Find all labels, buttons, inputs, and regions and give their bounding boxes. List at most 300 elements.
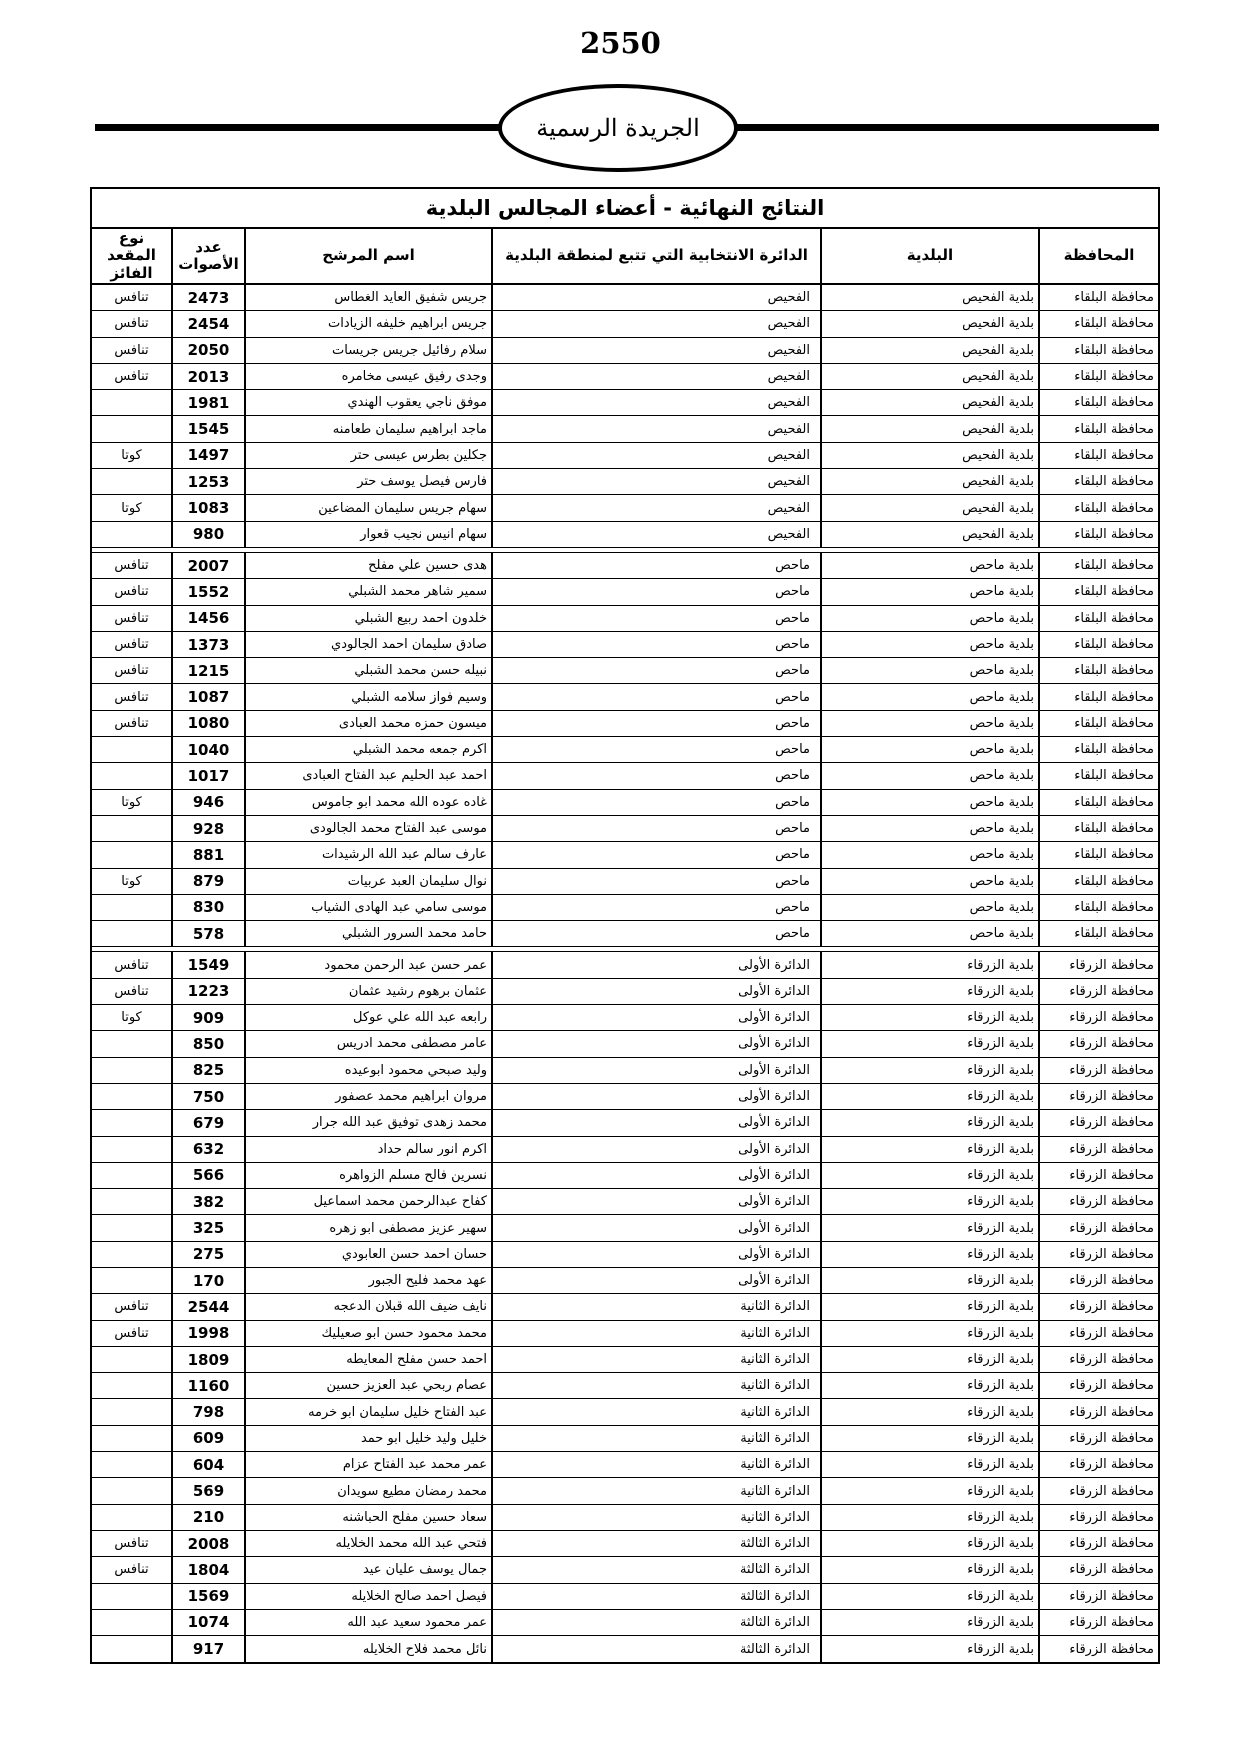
cell-candidate: كفاح عبدالرحمن محمد اسماعيل [244,1189,491,1214]
cell-seat-type [92,390,171,415]
cell-governorate: محافظة الزرقاء [1038,1268,1158,1293]
cell-votes: 569 [171,1478,244,1503]
cell-district: ماحص [491,658,820,683]
cell-governorate: محافظة الزرقاء [1038,1584,1158,1609]
cell-governorate: محافظة البلقاء [1038,790,1158,815]
cell-municipality: بلدية الزرقاء [820,1505,1038,1530]
cell-governorate: محافظة البلقاء [1038,285,1158,310]
table-row [92,684,1158,710]
cell-seat-type [92,763,171,788]
cell-municipality: بلدية الفحيص [820,416,1038,441]
cell-votes: 1223 [171,979,244,1004]
cell-seat-type [92,522,171,547]
cell-municipality: بلدية ماحص [820,711,1038,736]
cell-municipality: بلدية الزرقاء [820,1031,1038,1056]
cell-votes: 1160 [171,1373,244,1398]
table-row [92,522,1158,548]
cell-governorate: محافظة البلقاء [1038,495,1158,520]
cell-seat-type: كوتا [121,1010,142,1026]
cell-seat-type: تنافس [114,663,149,679]
cell-district: الدائرة الثانية [491,1294,820,1319]
cell-candidate: مروان ابراهيم محمد عصفور [244,1084,491,1109]
cell-votes: 850 [171,1031,244,1056]
cell-governorate: محافظة الزرقاء [1038,1321,1158,1346]
cell-municipality: بلدية ماحص [820,684,1038,709]
cell-governorate: محافظة الزرقاء [1038,1399,1158,1424]
cell-district: الدائرة الأولى [491,1268,820,1293]
cell-district: ماحص [491,790,820,815]
cell-candidate: فارس فيصل يوسف حتر [244,469,491,494]
cell-seat-type [92,1215,171,1240]
table-row [92,658,1158,684]
cell-votes: 325 [171,1215,244,1240]
cell-governorate: محافظة الزرقاء [1038,1137,1158,1162]
cell-candidate: محمد زهدى توفيق عبد الله جرار [244,1110,491,1135]
cell-governorate: محافظة البلقاء [1038,338,1158,363]
table-row [92,553,1158,579]
table-row [92,1610,1158,1636]
cell-votes: 980 [171,522,244,547]
cell-governorate: محافظة الزرقاء [1038,1347,1158,1372]
cell-district: ماحص [491,816,820,841]
cell-governorate: محافظة الزرقاء [1038,1531,1158,1556]
cell-seat-type: تنافس [114,369,149,385]
cell-municipality: بلدية الزرقاء [820,1531,1038,1556]
cell-district: الدائرة الثانية [491,1347,820,1372]
cell-seat-type [92,1373,171,1398]
cell-candidate: جريس ابراهيم خليفه الزيادات [244,311,491,336]
cell-district: الدائرة الثانية [491,1478,820,1503]
cell-municipality: بلدية الفحيص [820,495,1038,520]
cell-governorate: محافظة الزرقاء [1038,1005,1158,1030]
table-row [92,469,1158,495]
cell-seat-type [92,921,171,946]
cell-candidate: وجدى رفيق عيسى مخامره [244,364,491,389]
table-row [92,1505,1158,1531]
cell-candidate: غاده عوده الله محمد ابو جاموس [244,790,491,815]
cell-seat-type [92,1610,171,1635]
cell-candidate: جريس شفيق العايد الغطاس [244,285,491,310]
cell-governorate: محافظة البلقاء [1038,364,1158,389]
cell-municipality: بلدية ماحص [820,763,1038,788]
cell-governorate: محافظة البلقاء [1038,921,1158,946]
cell-municipality: بلدية ماحص [820,921,1038,946]
cell-seat-type: تنافس [114,715,149,731]
masthead-rule-right [734,124,1159,131]
cell-governorate: محافظة البلقاء [1038,816,1158,841]
cell-votes: 679 [171,1110,244,1135]
cell-governorate: محافظة البلقاء [1038,711,1158,736]
cell-candidate: خلدون احمد ربيع الشبلي [244,606,491,631]
cell-votes: 1373 [171,632,244,657]
cell-governorate: محافظة البلقاء [1038,869,1158,894]
cell-municipality: بلدية الزرقاء [820,952,1038,977]
cell-seat-type: كوتا [121,873,142,889]
cell-votes: 2544 [171,1294,244,1319]
table-row [92,1373,1158,1399]
cell-governorate: محافظة الزرقاء [1038,1084,1158,1109]
cell-district: الدائرة الأولى [491,1163,820,1188]
cell-candidate: احمد حسن مفلح المعايطه [244,1347,491,1372]
cell-candidate: عبد الفتاح خليل سليمان ابو خرمه [244,1399,491,1424]
table-row [92,606,1158,632]
cell-district: الفحيص [491,522,820,547]
table-row [92,364,1158,390]
cell-municipality: بلدية الزرقاء [820,1137,1038,1162]
cell-votes: 1552 [171,579,244,604]
cell-governorate: محافظة الزرقاء [1038,1636,1158,1662]
cell-candidate: عمر محمود سعيد عبد الله [244,1610,491,1635]
table-row [92,711,1158,737]
cell-municipality: بلدية الزرقاء [820,1005,1038,1030]
cell-municipality: بلدية ماحص [820,737,1038,762]
cell-governorate: محافظة الزرقاء [1038,1163,1158,1188]
cell-votes: 2050 [171,338,244,363]
cell-candidate: هدى حسين علي مفلح [244,553,491,578]
cell-district: الدائرة الثالثة [491,1531,820,1556]
cell-votes: 566 [171,1163,244,1188]
table-row [92,1189,1158,1215]
table-row [92,1452,1158,1478]
cell-governorate: محافظة البلقاء [1038,606,1158,631]
cell-municipality: بلدية الفحيص [820,311,1038,336]
cell-district: ماحص [491,553,820,578]
cell-votes: 1456 [171,606,244,631]
table-row [92,869,1158,895]
cell-municipality: بلدية الزرقاء [820,1294,1038,1319]
cell-candidate: عمر محمد عبد الفتاح عزام [244,1452,491,1477]
masthead-rule-left [95,124,507,131]
table-body [92,285,1158,1662]
table-row [92,1110,1158,1136]
table-row [92,1531,1158,1557]
cell-municipality: بلدية الزرقاء [820,979,1038,1004]
table-row [92,390,1158,416]
cell-candidate: عارف سالم عبد الله الرشيدات [244,842,491,867]
header-candidate: اسم المرشح [244,229,491,283]
table-header-row [92,229,1158,285]
cell-seat-type [92,1031,171,1056]
cell-municipality: بلدية الفحيص [820,390,1038,415]
cell-municipality: بلدية الزرقاء [820,1373,1038,1398]
cell-votes: 1804 [171,1557,244,1582]
cell-seat-type [92,1189,171,1214]
cell-municipality: بلدية الفحيص [820,285,1038,310]
cell-candidate: صادق سليمان احمد الجالودي [244,632,491,657]
cell-district: الدائرة الثالثة [491,1584,820,1609]
cell-governorate: محافظة البلقاء [1038,443,1158,468]
cell-seat-type [92,737,171,762]
cell-district: ماحص [491,895,820,920]
cell-district: الفحيص [491,285,820,310]
cell-municipality: بلدية ماحص [820,842,1038,867]
table-row [92,1294,1158,1320]
cell-district: الفحيص [491,443,820,468]
cell-votes: 881 [171,842,244,867]
cell-votes: 1998 [171,1321,244,1346]
table-row [92,1137,1158,1163]
cell-votes: 879 [171,869,244,894]
table-row [92,1584,1158,1610]
cell-seat-type [92,1505,171,1530]
cell-votes: 382 [171,1189,244,1214]
cell-governorate: محافظة الزرقاء [1038,1189,1158,1214]
cell-candidate: حامد محمد السرور الشبلي [244,921,491,946]
cell-governorate: محافظة البلقاء [1038,737,1158,762]
cell-seat-type [92,416,171,441]
cell-municipality: بلدية الفحيص [820,443,1038,468]
cell-municipality: بلدية الفحيص [820,338,1038,363]
cell-district: الدائرة الأولى [491,1084,820,1109]
cell-municipality: بلدية الزرقاء [820,1242,1038,1267]
table-row [92,1084,1158,1110]
cell-municipality: بلدية ماحص [820,606,1038,631]
cell-candidate: موسى عبد الفتاح محمد الجالودى [244,816,491,841]
cell-district: الفحيص [491,364,820,389]
cell-votes: 1215 [171,658,244,683]
table-row [92,1557,1158,1583]
cell-municipality: بلدية الزرقاء [820,1399,1038,1424]
cell-district: ماحص [491,606,820,631]
cell-seat-type [92,1636,171,1662]
cell-seat-type [92,1058,171,1083]
cell-district: الدائرة الثانية [491,1399,820,1424]
cell-candidate: وليد صبحي محمود ابوعيده [244,1058,491,1083]
table-row [92,443,1158,469]
cell-district: الدائرة الأولى [491,979,820,1004]
cell-district: الدائرة الأولى [491,1137,820,1162]
page-number: 2550 [580,26,661,60]
cell-candidate: سعاد حسين مفلح الحباشنه [244,1505,491,1530]
cell-seat-type [92,816,171,841]
cell-candidate: نبيله حسن محمد الشبلي [244,658,491,683]
cell-district: الدائرة الأولى [491,1031,820,1056]
cell-seat-type: تنافس [114,342,149,358]
table-row [92,1321,1158,1347]
cell-district: الدائرة الثانية [491,1426,820,1451]
cell-votes: 2454 [171,311,244,336]
cell-votes: 604 [171,1452,244,1477]
cell-votes: 1083 [171,495,244,520]
cell-municipality: بلدية الزرقاء [820,1189,1038,1214]
cell-governorate: محافظة البلقاء [1038,842,1158,867]
cell-votes: 909 [171,1005,244,1030]
cell-candidate: موسى سامي عبد الهادى الشياب [244,895,491,920]
cell-seat-type: كوتا [121,794,142,810]
cell-votes: 1087 [171,684,244,709]
cell-district: ماحص [491,737,820,762]
cell-seat-type: تنافس [114,1325,149,1341]
cell-municipality: بلدية الزرقاء [820,1110,1038,1135]
table-row [92,1215,1158,1241]
cell-municipality: بلدية الزرقاء [820,1584,1038,1609]
cell-district: الدائرة الأولى [491,1189,820,1214]
cell-votes: 750 [171,1084,244,1109]
cell-governorate: محافظة الزرقاء [1038,1110,1158,1135]
cell-municipality: بلدية الزرقاء [820,1163,1038,1188]
cell-municipality: بلدية الزرقاء [820,1215,1038,1240]
cell-municipality: بلدية الفحيص [820,364,1038,389]
cell-district: الدائرة الثانية [491,1505,820,1530]
table-row [92,979,1158,1005]
cell-district: ماحص [491,579,820,604]
cell-seat-type: تنافس [114,983,149,999]
cell-municipality: بلدية الزرقاء [820,1426,1038,1451]
table-row [92,1347,1158,1373]
cell-district: الدائرة الثانية [491,1373,820,1398]
cell-governorate: محافظة البلقاء [1038,632,1158,657]
cell-candidate: محمد رمضان مطيع سويدان [244,1478,491,1503]
cell-district: الدائرة الثانية [491,1321,820,1346]
cell-candidate: عمر حسن عبد الرحمن محمود [244,952,491,977]
cell-municipality: بلدية ماحص [820,816,1038,841]
cell-votes: 1549 [171,952,244,977]
cell-candidate: عصام ربحي عبد العزيز حسين [244,1373,491,1398]
cell-votes: 830 [171,895,244,920]
cell-candidate: اكرم جمعه محمد الشبلي [244,737,491,762]
cell-votes: 798 [171,1399,244,1424]
cell-seat-type [92,1268,171,1293]
cell-governorate: محافظة الزرقاء [1038,952,1158,977]
cell-municipality: بلدية الزرقاء [820,1268,1038,1293]
cell-municipality: بلدية ماحص [820,790,1038,815]
cell-candidate: رابعه عبد الله علي عوكل [244,1005,491,1030]
cell-votes: 946 [171,790,244,815]
cell-seat-type [92,1242,171,1267]
cell-governorate: محافظة الزرقاء [1038,1426,1158,1451]
table-row [92,1399,1158,1425]
cell-seat-type: تنافس [114,290,149,306]
cell-candidate: سهام انيس نجيب قعوار [244,522,491,547]
cell-votes: 917 [171,1636,244,1662]
cell-municipality: بلدية ماحص [820,579,1038,604]
cell-candidate: احمد عبد الحليم عبد الفتاح العبادى [244,763,491,788]
cell-governorate: محافظة البلقاء [1038,311,1158,336]
table-row [92,1426,1158,1452]
cell-candidate: نوال سليمان العبد عربيات [244,869,491,894]
cell-district: ماحص [491,763,820,788]
table-row [92,763,1158,789]
cell-district: الفحيص [491,469,820,494]
cell-seat-type: تنافس [114,957,149,973]
cell-candidate: نائل محمد فلاح الخلايله [244,1636,491,1662]
cell-district: الدائرة الأولى [491,1242,820,1267]
cell-votes: 1809 [171,1347,244,1372]
cell-seat-type [92,1084,171,1109]
cell-governorate: محافظة البلقاء [1038,763,1158,788]
cell-district: ماحص [491,869,820,894]
cell-candidate: عامر مصطفى محمد ادريس [244,1031,491,1056]
cell-candidate: نسرين فالح مسلم الزواهره [244,1163,491,1188]
cell-votes: 1080 [171,711,244,736]
cell-votes: 2013 [171,364,244,389]
table-row [92,1031,1158,1057]
cell-candidate: اكرم انور سالم حداد [244,1137,491,1162]
cell-votes: 825 [171,1058,244,1083]
cell-votes: 1074 [171,1610,244,1635]
cell-candidate: حسان احمد حسن العابودي [244,1242,491,1267]
cell-municipality: بلدية الفحيص [820,469,1038,494]
cell-candidate: عهد محمد فليح الجبور [244,1268,491,1293]
cell-district: الدائرة الأولى [491,1058,820,1083]
cell-seat-type [92,1399,171,1424]
table-row [92,338,1158,364]
cell-seat-type: تنافس [114,637,149,652]
cell-seat-type [92,1426,171,1451]
cell-governorate: محافظة الزرقاء [1038,1294,1158,1319]
cell-seat-type [92,1163,171,1188]
cell-candidate: جمال يوسف عليان عيد [244,1557,491,1582]
cell-district: الدائرة الثالثة [491,1610,820,1635]
cell-votes: 1253 [171,469,244,494]
cell-district: ماحص [491,842,820,867]
table-row [92,1242,1158,1268]
cell-governorate: محافظة البلقاء [1038,553,1158,578]
cell-candidate: عثمان برهوم رشيد عثمان [244,979,491,1004]
table-row [92,790,1158,816]
header-municipality: البلدية [820,229,1038,283]
cell-governorate: محافظة الزرقاء [1038,1031,1158,1056]
table-row [92,842,1158,868]
cell-governorate: محافظة البلقاء [1038,579,1158,604]
cell-seat-type: تنافس [114,1562,149,1578]
cell-candidate: وسيم فواز سلامه الشبلي [244,684,491,709]
cell-votes: 210 [171,1505,244,1530]
cell-candidate: فتحي عبد الله محمد الخلايله [244,1531,491,1556]
cell-votes: 1545 [171,416,244,441]
cell-district: الفحيص [491,495,820,520]
cell-seat-type: تنافس [114,584,149,600]
table-row [92,285,1158,311]
cell-seat-type: تنافس [114,1536,149,1552]
cell-municipality: بلدية الزرقاء [820,1058,1038,1083]
cell-governorate: محافظة البلقاء [1038,684,1158,709]
cell-municipality: بلدية الزرقاء [820,1557,1038,1582]
cell-seat-type [92,1110,171,1135]
cell-seat-type [92,469,171,494]
cell-governorate: محافظة الزرقاء [1038,979,1158,1004]
cell-governorate: محافظة الزرقاء [1038,1242,1158,1267]
cell-district: الدائرة الأولى [491,1005,820,1030]
cell-candidate: ميسون حمزه محمد العبادى [244,711,491,736]
table-row [92,1636,1158,1662]
cell-municipality: بلدية الزرقاء [820,1610,1038,1635]
cell-seat-type [92,1584,171,1609]
masthead-oval [498,84,738,172]
cell-votes: 578 [171,921,244,946]
table-title: النتائج النهائية - أعضاء المجالس البلدية [92,189,1158,229]
cell-seat-type: تنافس [114,558,149,574]
masthead-title: الجريدة الرسمية [536,114,700,142]
cell-seat-type: كوتا [121,500,142,516]
cell-governorate: محافظة الزرقاء [1038,1373,1158,1398]
table-row [92,495,1158,521]
cell-district: ماحص [491,632,820,657]
cell-governorate: محافظة الزرقاء [1038,1452,1158,1477]
table-row [92,579,1158,605]
cell-candidate: فيصل احمد صالح الخلايله [244,1584,491,1609]
cell-governorate: محافظة البلقاء [1038,895,1158,920]
cell-candidate: ماجد ابراهيم سليمان طعامنه [244,416,491,441]
table-row [92,311,1158,337]
cell-seat-type: تنافس [114,689,149,705]
cell-governorate: محافظة البلقاء [1038,416,1158,441]
cell-seat-type [92,842,171,867]
cell-seat-type: كوتا [121,447,142,463]
table-row [92,895,1158,921]
cell-municipality: بلدية ماحص [820,553,1038,578]
cell-candidate: سمير شاهر محمد الشبلي [244,579,491,604]
